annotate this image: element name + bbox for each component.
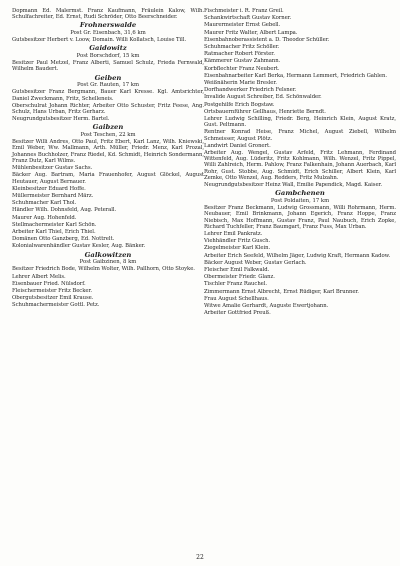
resident-entry: Zimmermann Ernst Albrecht, Ernst Rüdiger, Karl Brunner. [204,288,359,295]
resident-entry: Kämmerer Gustav Zahmann. [204,58,281,65]
resident-entry: Eisenbauer Fried. Nülsdorf. [12,280,86,287]
resident-entry: Schuhmacher Fritz Schöller. [204,44,280,51]
resident-entry: Schankwirtschaft Gustav Korner. [204,15,292,22]
locality-heading: Frohnerswalde [79,21,137,30]
resident-entry: Postgehilfe Erich Bogstaw. [204,101,275,108]
resident-entry: Ziegelmeister Karl Klein. [204,245,271,252]
resident-entry: Händler Wilh. Dohnsfeld, Aug. Peterall. [12,207,117,214]
locality-postal-line: Post Gr. Rauten, 17 km [77,82,139,89]
resident-entry: Tischler Franz Rauchel. [204,281,268,288]
resident-entry: Oberschulrat Johann Richter, Arbeiter Otto Schuster, Fritz Feese, Ang. Schulz, Hans Urban, Fritz Gerharz. [12,102,204,116]
resident-entry: Kolonialwarenhändler Gustav Kesler, Aug. Bänker. [12,243,146,250]
resident-entry: Besitzer Willi Andres, Otto Paul, Fritz Ebert, Karl Lanz, Wilh. Kniewski, Emil Weber, Ww. Mallmann, Arth. Müller, Friedr. Menz, Karl Prozal, Johannes Buchholzer, Franz Riedel, Kd. Schmidt, Heinrich Sondermann, Franz Dutz, Karl Wilms. [12,139,204,164]
resident-entry: Neugrundgutsbesitzer Heinz Wall, Emilie Papendick, Magd. Kaiser. [204,182,383,189]
resident-entry: Gutsbesitzer Herbert v. Loow, Domain. Willi Kollatsch, Louise Till. [12,37,187,44]
resident-entry: Müllermeister Bernhard März. [12,192,94,199]
resident-entry: Schuhmacher Karl Thol. [12,200,77,207]
locality-postal-line: Post Gr. Eisenbach, 31,6 km [70,29,146,36]
resident-entry: Invalide August Schreiber, Ed. Schönwalder. [204,94,322,101]
resident-entry: Neugrundgutsbesitzer Herm. Bartel. [12,116,110,123]
resident-entry: Arbeiter Gottfried Preuß. [204,310,271,317]
locality-postal-line: Post Poldaiten, 17 km [270,197,330,204]
locality-heading: Gaibzen [92,123,124,132]
resident-entry: Besitzer Franz Beckmann, Ludwig Grossmann, Willi Rohrmann, Herm. Neubauer, Emil Brinkmann, Johann Egerich, Franz Hoppe, Franz Niebisch, Max Hoffmann, Gustav Franz, Paul Naubuch, Erich Zopke, Richard Tuchfeller, Franz Baumgart, Franz Fuss, Max Urban. [204,205,396,230]
resident-entry: Stellmachermeister Karl Schön. [12,221,97,228]
locality-postal-line: Post Teschen, 22 km [80,131,136,138]
resident-entry: Obergutsbesitzer Emil Krause. [12,295,94,302]
locality-postal-line: Post Borschdorf, 15 km [76,52,140,59]
resident-entry: Mühlenbesitzer Gustav Sachs. [12,165,93,172]
resident-entry: Besitzer Paul Metzel, Franz Alberti, Samuel Schulz, Frieda Fernwald, Wilhelm Baudert. [12,60,204,73]
resident-entry: Frau August Schellhaus. [204,295,269,302]
resident-entry: Obermeister Friedr. Glanz. [204,274,275,281]
resident-entry: Gutsbesitzer Franz Bergmann, Bauer Karl Kresse. Kgl. Amtsrichter, Daniel Zweckmann, Fritz, Schelleneis. [12,89,204,102]
resident-entry: Lehrer Emil Pankratz. [204,230,263,237]
resident-entry: Domänen Otto Ganzberg, Ed. Nottrelt. [12,236,115,243]
locality-heading: Gaidowitz [89,44,127,53]
resident-entry: Maurer Fritz Walter, Albert Lampa. [204,29,298,36]
locality-heading: Geiben [94,73,122,82]
resident-entry: Landwirt Daniel Gronert. [204,142,271,149]
resident-entry: Bäcker August Weber, Gustav Gerlach. [204,259,307,266]
resident-entry: Eisenbahnarbeiter Karl Berka, Hermann Lemmert, Friedrich Gahlen. [204,72,387,79]
resident-entry: Dopmann Ed. Malermst. Franz Kaufmann, Fräulein Kalow, Wilh. Schulfachreiter, Ed. Ernst, Rudi Schröder, Otto Beerschneider. [12,8,204,21]
resident-entry: Dorfhandwerker Friedrich Felsner. [204,87,297,94]
resident-entry: Schuhmachermeister Gottl. Petz. [12,302,100,309]
resident-entry: Lehrer Albert Melis. [12,273,66,280]
resident-entry: Maurer Aug. Hohenfeld. [12,214,77,221]
resident-entry: Fleischermeister Fritz Becker. [12,287,92,294]
resident-entry: Bäcker Aug. Bartram, Maria Frauenhofer, August Glöckel, August Heutauer, August Bernauer. [12,172,204,185]
locality-postal-line: Post Gaibzinen, 8 km [79,258,137,265]
resident-entry: Kleinbesitzer Eduard Hoffe. [12,185,86,192]
page-number: 22 [196,554,204,561]
resident-entry: Maurermeister Ernst Gebell. [204,22,281,29]
resident-entry: Weißnäherin Marie Bresler. [204,80,277,87]
resident-entry: Korbflechter Franz Neubert. [204,65,280,72]
resident-entry: Lehrer Ludwig Schilling, Friedr. Berg, Heinrich Klein, August Kratz, Gust. Peltmann. [204,116,396,129]
resident-entry: Ratmacher Robert Förster. [204,51,275,58]
resident-entry: Eisenbahnoberassistent a. D. Theodor Schüller. [204,36,330,43]
resident-entry: Fleischer Emil Falkwald. [204,266,270,273]
resident-entry: Besitzer Friedrich Bode, Wilhelm Wolter, Wilh. Pallhorn, Otto Stoyke. [12,266,195,273]
locality-heading: Galkowitzen [84,250,132,259]
right-column [204,8,396,317]
resident-entry: Fischmeister i. R. Franz Greil. [204,8,284,14]
resident-entry: Ortsbauernführer Gellhaus, Henriette Berndt. [204,108,326,115]
resident-entry: Rentner Konrad Heise, Franz Michel, August Ziebell, Wilhelm Schmeisser, August Plötz. [204,129,396,142]
resident-entry: Witwe Amalie Gerhardt, Auguste Ewertjohann. [204,302,329,309]
resident-entry: Arbeiter Erich Seefeld, Wilhelm Jäger, Ludwig Kraft, Hermann Kadow. [204,252,391,259]
resident-entry: Arbeiter Aug. Wengel, Gustav Arfeld, Fritz Lehmann, Ferdinand Wittenfeld, Aug. Lüderitz, Fritz Kohlmann, Wilh. Wenzel, Fritz Pippel, Willi Zahlreich, Herm. Pahlow, Franz Falkenhain, Johann Auerbach, Karl Rohr, Gust. Stobbe, Aug. Schmidt, Erich Schiller, Albert Klein, Karl Zemke, Otto Wenzel, Aug. Redders, Fritz Mulzahn. [204,150,396,181]
resident-entry: Arbeiter Karl Thiel, Erich Thiel. [12,228,96,235]
resident-entry: Viehhändler Fritz Gusch. [204,238,271,245]
left-column [12,8,204,310]
locality-heading: Gambchenen [275,189,325,198]
